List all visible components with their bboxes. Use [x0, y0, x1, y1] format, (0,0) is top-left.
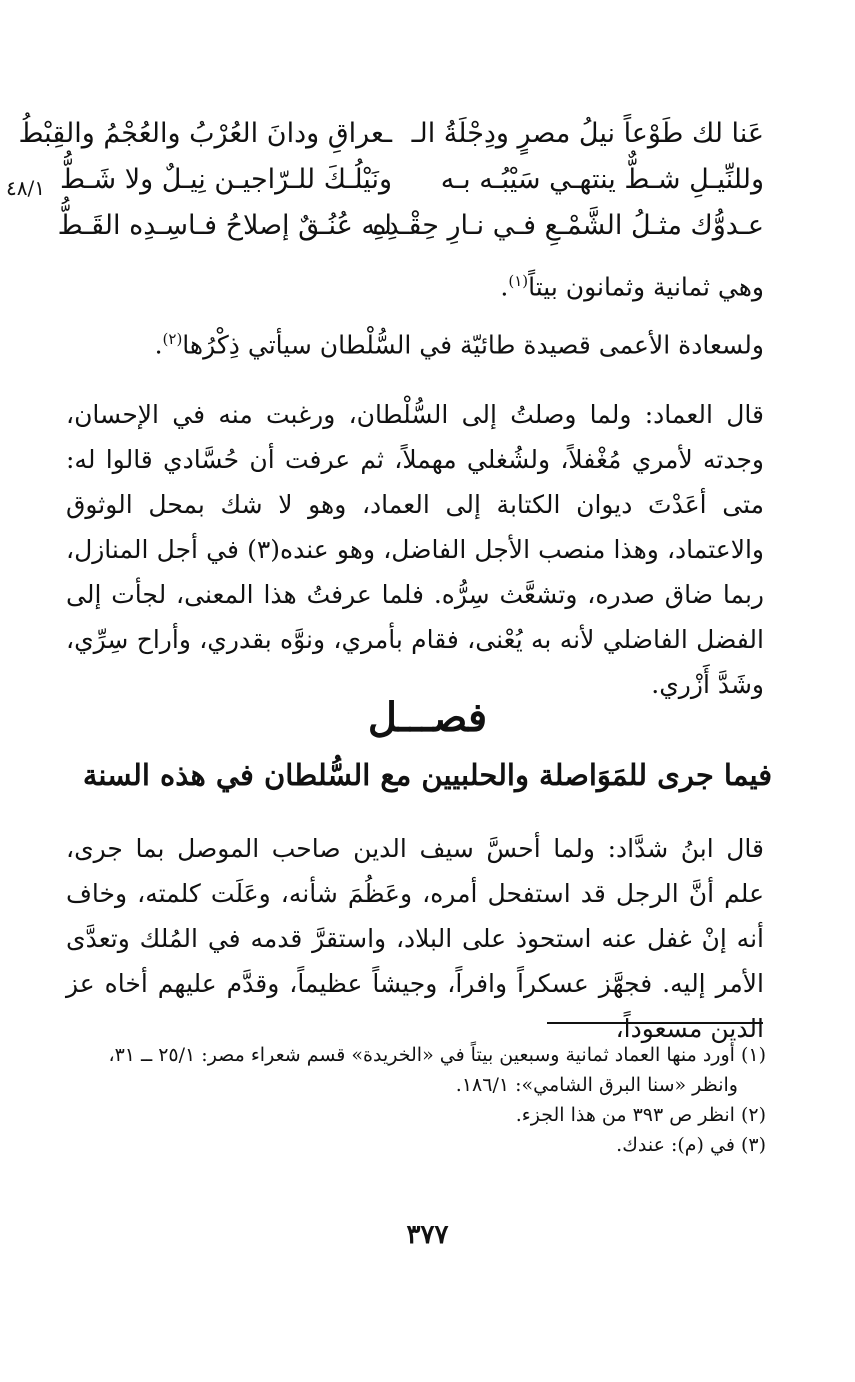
footnote-1: (١) أورد منها العماد ثمانية وسبعين بيتاً في «الخريدة» قسم شعراء مصر: ٢٥/١ ــ ٣١،: [108, 1044, 766, 1066]
verse-line: [18, 118, 764, 162]
saada-line: ولسعادة الأعمى قصيدة طائيّة في السُّلْطان سيأتي ذِكْرُها$^{(٢)}$.: [154, 330, 764, 360]
verse-first-hemistich: عَنا لك طَوْعاً نيلُ مصرٍ ودِجْلَةُ الـ: [411, 118, 764, 149]
section-heading: فصـــل: [367, 694, 488, 741]
footnote-2: (٢) انظر ص ٣٩٣ من هذا الجزء.: [515, 1104, 766, 1126]
verse-line: [57, 210, 764, 254]
footnotes: [60, 1040, 766, 1160]
saada-text: ولسعادة الأعمى قصيدة طائيّة في السُّلْطان سيأتي ذِكْرُها: [182, 330, 764, 360]
verse-first-hemistich: عـدوُّك مثـلُ الشَّمْـعِ فـي نـارِ حِقْـدِهِ: [372, 210, 764, 241]
margin-reference: ٤٨/١: [6, 176, 45, 200]
footnote-1-continued: وانظر «سنا البرق الشامي»: ١٨٦/١.: [455, 1074, 738, 1096]
verse-second-hemistich: ونَيْلُـكَ للـرّاجيـن نِيـلٌ ولا شَـطُّ: [59, 164, 392, 195]
verse-second-hemistich: ـعراقِ ودانَ العُرْبُ والعُجْمُ والقِبْطُ: [18, 118, 392, 149]
footnote-marker: (١): [508, 272, 529, 290]
verse-first-hemistich: وللنِّيـلِ شـطٌّ ينتهـي سَيْبُـه بـه: [440, 164, 764, 195]
verse-count-text: وهي ثمانية وثمانون بيتاً: [528, 272, 764, 302]
footnote-separator: [547, 1022, 763, 1024]
verse-count-line: وهي ثمانية وثمانون بيتاً$^{(١)}$.: [500, 272, 764, 302]
footnote-marker: (٢): [162, 330, 183, 348]
footnote-3: (٣) في (م): عندك.: [616, 1134, 766, 1156]
paragraph-imad: قال العماد: ولما وصلتُ إلى السُّلْطان، ورغبت منه في الإحسان، وجدته لأمري مُغْفلاً، ولشُغلي مهملاً، ثم عرفت أن حُسَّادي قالوا له: متى أعَدْتَ ديوان الكتابة إلى العماد، وهو لا شك بمحل الوثوق والاعتماد، وهذا منصب الأجل الفاضل، وهو عنده(٣) في أجل المنازل، ربما ضاق صدره، وتشعَّث سِرُّه. فلما عرفتُ هذا المعنى، لجأت إلى الفضل الفاضلي لأنه به يُعْنى، فقام بأمري، ونوَّه بقدري، وأراح سِرِّي، وشَدَّ أَزْري.: [66, 400, 764, 699]
paragraph-shaddad: قال ابنُ شدَّاد: ولما أحسَّ سيف الدين صاحب الموصل بما جرى، علم أنَّ الرجل قد استفحل أمره، وعَظُمَ شأنه، وعَلَت كلمته، وخاف أنه إنْ غفل عنه استحوذ على البلاد، واستقرَّ قدمه في المُلك وتعدَّى الأمر إليه. فجهَّز عسكراً وافراً، وجيشاً عظيماً، وقدَّم عليهم أخاه عز الدين مسعوداً،: [66, 834, 764, 1043]
verse-second-hemistich: لـه عُنُـقٌ إصلاحُ فـاسِـدِه القَـطُّ: [57, 210, 392, 241]
verse-line: [59, 164, 764, 208]
section-subheading: فيما جرى للمَوَاصلة والحلبيين مع السُّلطان في هذه السنة: [82, 758, 773, 792]
page-number: ٣٧٧: [406, 1220, 449, 1250]
